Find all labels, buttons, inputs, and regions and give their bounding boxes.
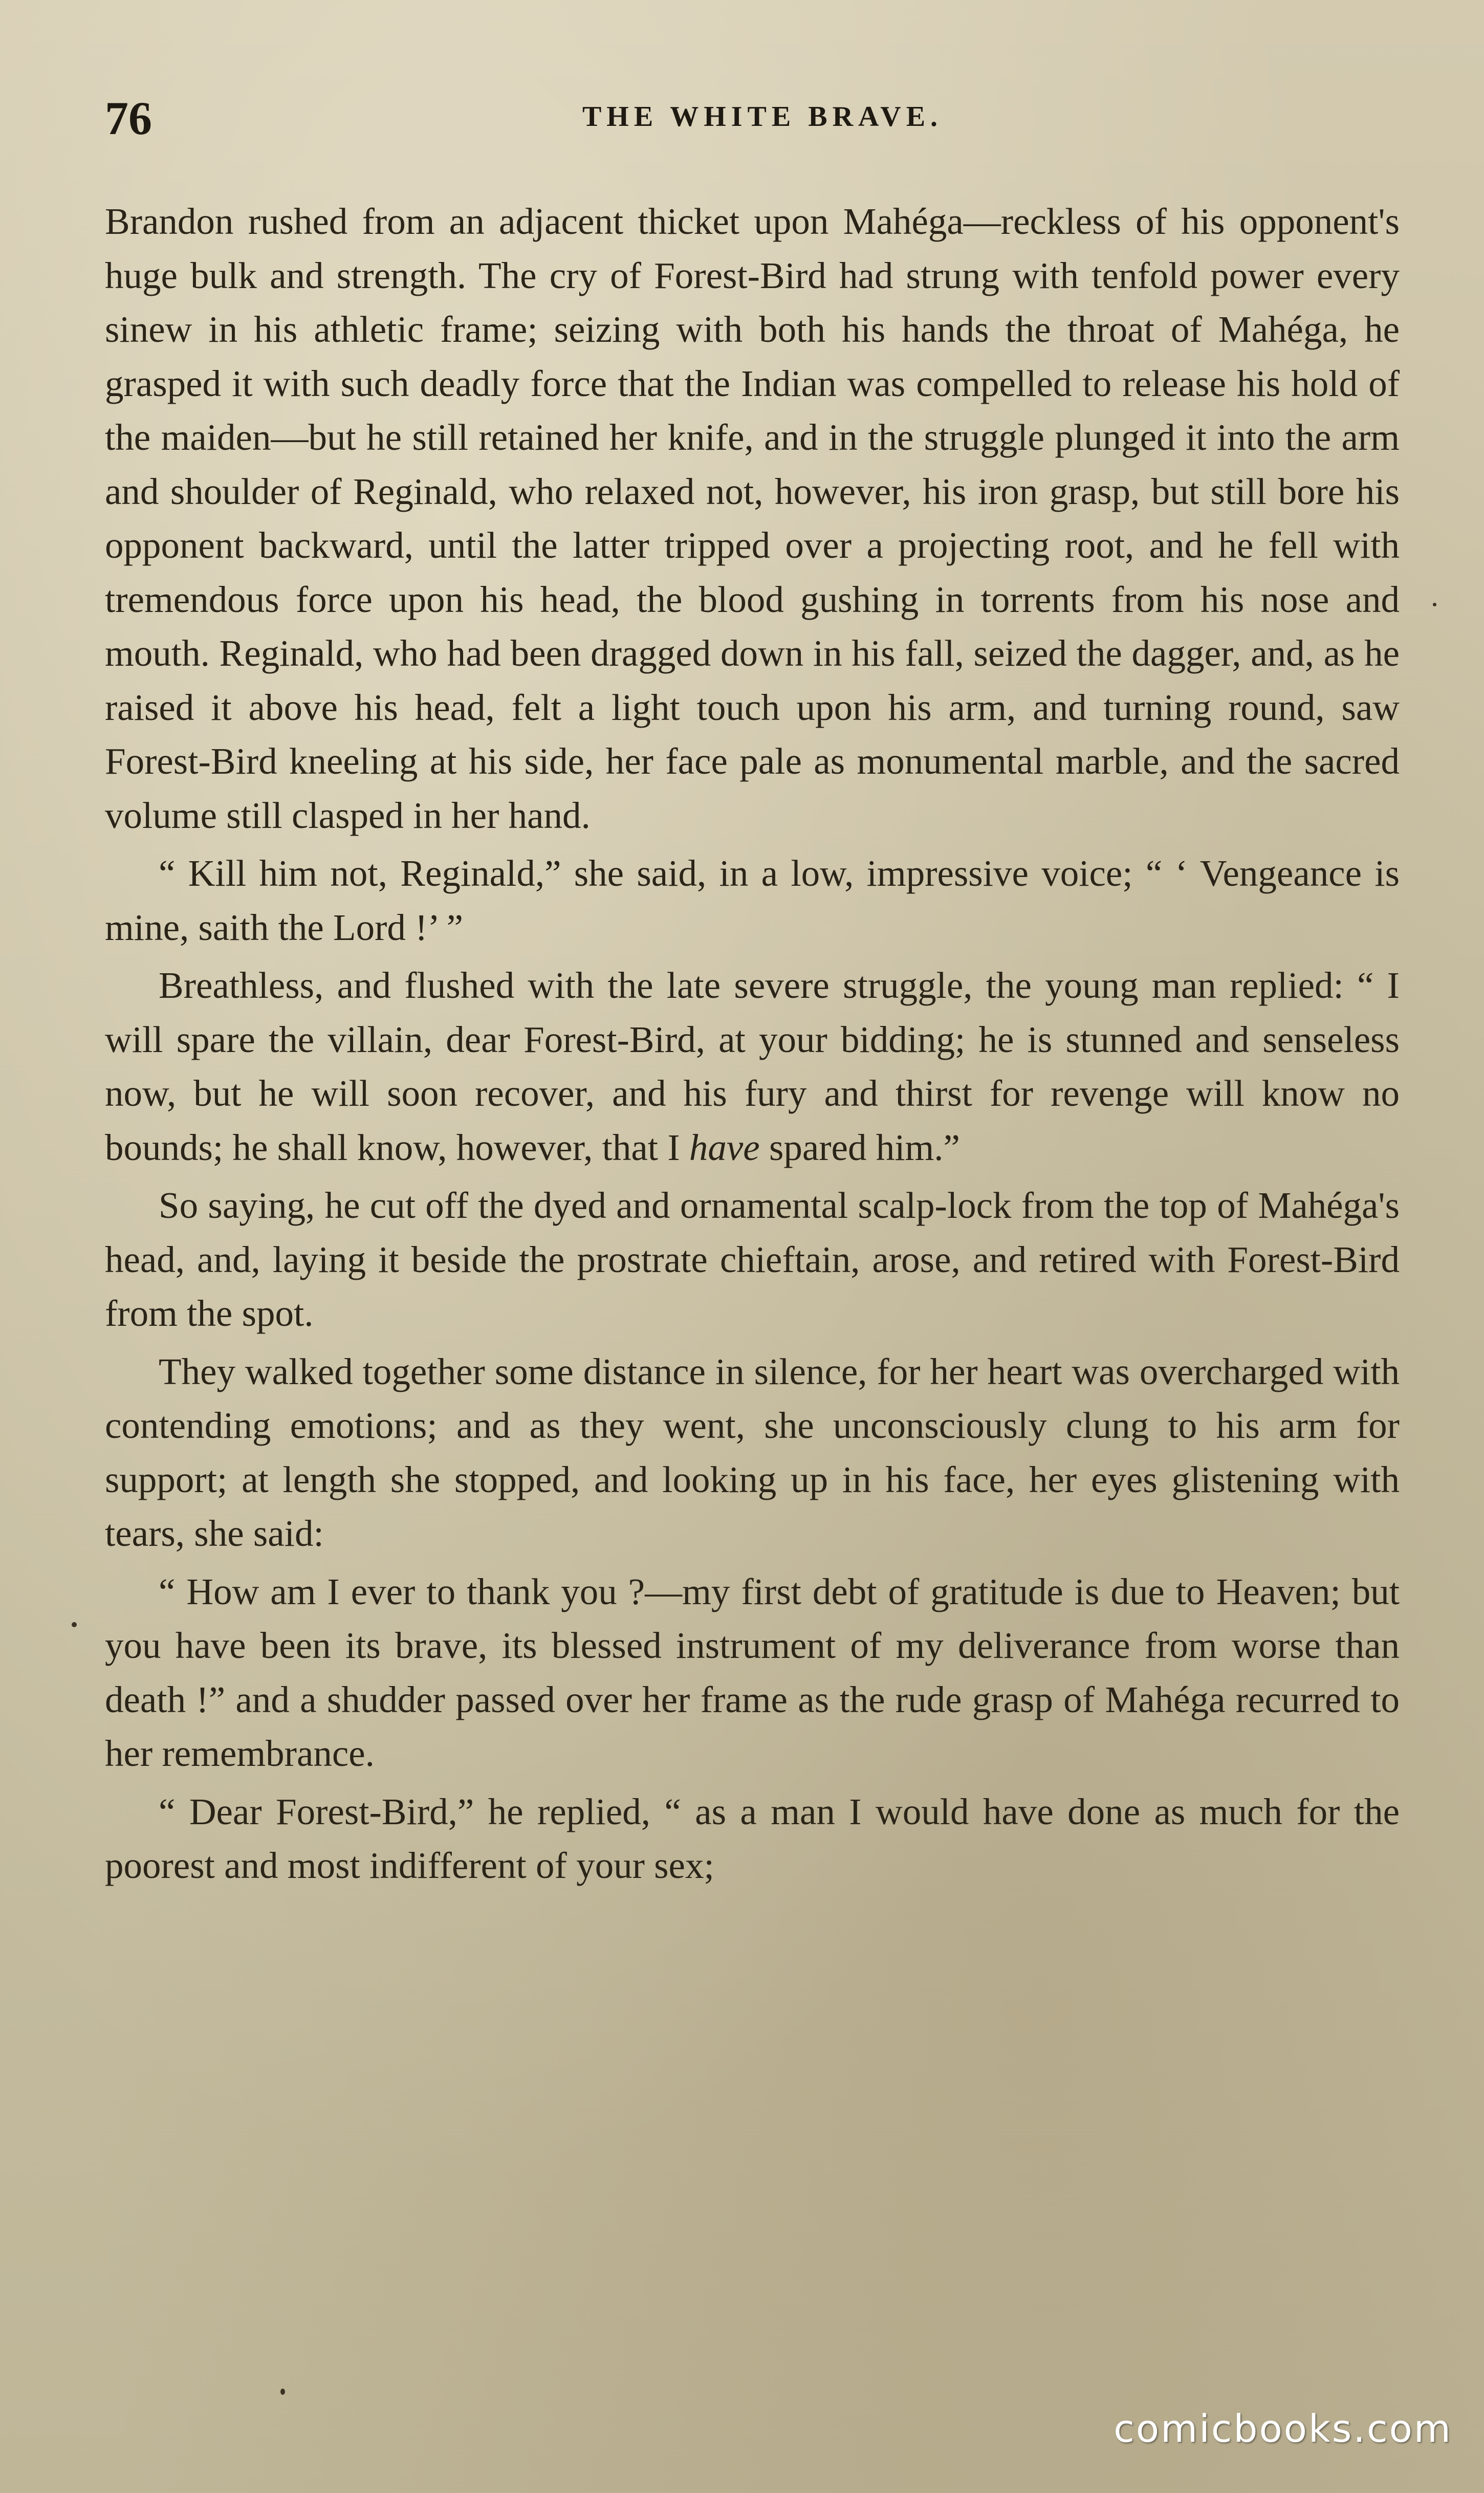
paragraph-5: They walked together some distance in silence, for her heart was overcharged with contending emotions; and as they went, she unconsciously clung to his arm for support; at length she stopped, and looking up in his face, her eyes glistening with tears, she said: (105, 1350, 1400, 1554)
running-head: THE WHITE BRAVE. (582, 101, 943, 133)
paragraph-7: “ Dear Forest-Bird,” he replied, “ as a man I would have done as much for the poorest and most indifferent of your sex; (105, 1790, 1400, 1886)
body-text (105, 194, 1400, 1893)
paragraph-3-text: Breathless, and flushed with the late severe struggle, the young man replied: “ I will spare the villain, dear Forest-Bird, at your bidding; he is stunned and senseless now, but he will soon recover, and his fury and thirst for revenge will know no bounds; he shall know, however, that I (105, 965, 1400, 1168)
paragraph-3-end: spared him.” (769, 1126, 960, 1168)
ink-speck (72, 1622, 77, 1627)
watermark: comicbooks.com (1114, 2407, 1452, 2451)
paragraph-4: So saying, he cut off the dyed and ornamental scalp-lock from the top of Mahéga's head, and, laying it beside the prostrate chieftain, arose, and retired with Forest-Bird from the spot. (105, 1185, 1400, 1334)
paragraph-3 (105, 958, 1400, 1174)
paragraph-6: “ How am I ever to thank you ?—my first debt of gratitude is due to Heaven; but you have been its brave, its blessed instrument of my deliverance from worse than death !” and a shudder passed over her frame as the rude grasp of Mahéga recurred to her remembrance. (105, 1570, 1400, 1774)
emphasis-have: have (689, 1126, 760, 1168)
page-number: 76 (105, 92, 152, 144)
paragraph-1: Brandon rushed from an adjacent thicket upon Mahéga—reckless of his opponent's huge bulk and strength. The cry of Forest-Bird had strung with tenfold power every sinew in his athletic frame; seizing with both his hands the throat of Mahéga, he grasped it with such deadly force that the Indian was compelled to release his hold of the maiden—but he still retained her knife, and in the struggle plunged it into the arm and shoulder of Reginald, who relaxed not, however, his iron grasp, but still bore his opponent backward, until the latter tripped over a projecting root, and he fell with tremendous force upon his head, the blood gushing in torrents from his nose and mouth. Reginald, who had been dragged down in his fall, seized the dagger, and, as he raised it above his head, felt a light touch upon his arm, and turning round, saw Forest-Bird kneeling at his side, her face pale as monumental marble, and the sacred volume still clasped in her hand. (105, 201, 1400, 836)
ink-speck (280, 2389, 285, 2395)
ink-speck (1433, 603, 1436, 606)
paragraph-2: “ Kill him not, Reginald,” she said, in a low, impressive voice; “ ‘ Vengeance is mine, saith the Lord !’ ” (105, 852, 1400, 948)
